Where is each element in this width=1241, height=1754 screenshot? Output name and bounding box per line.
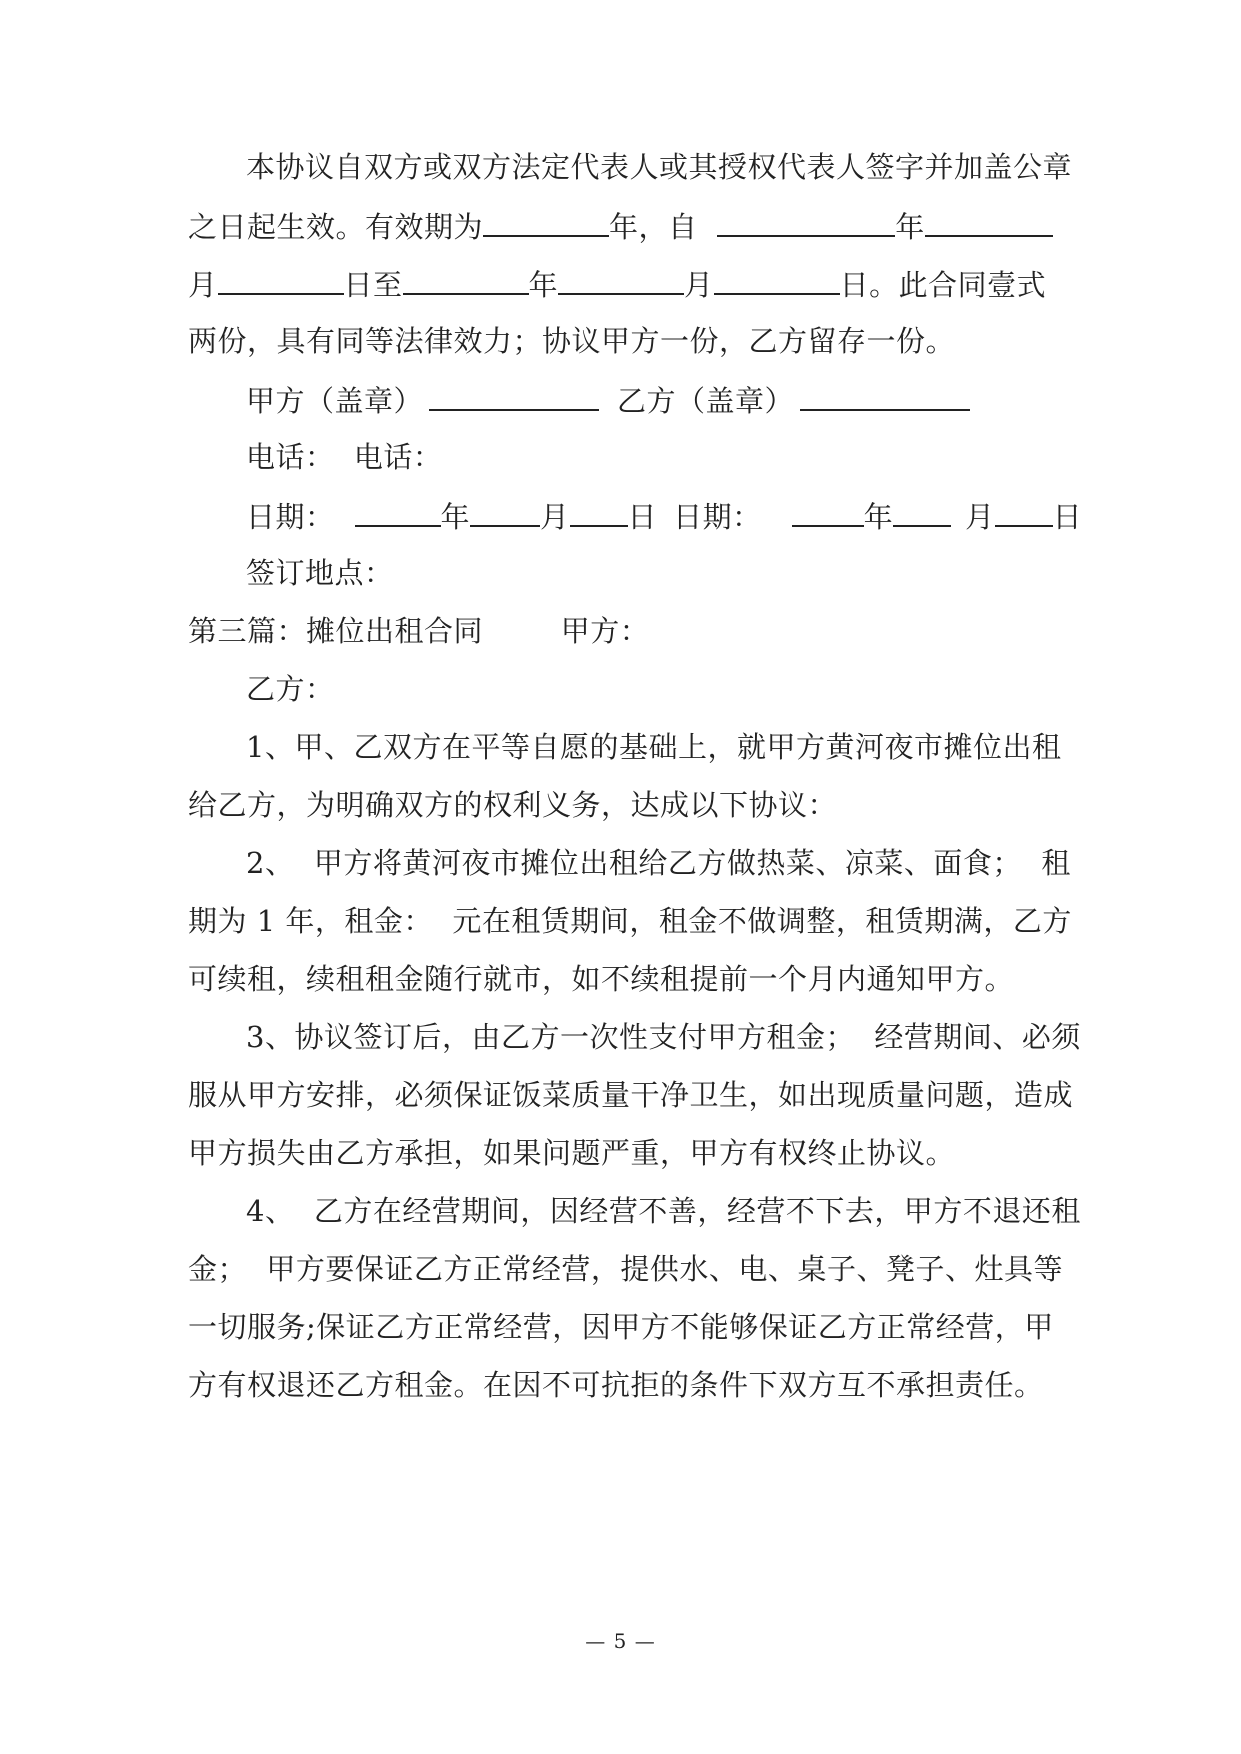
date-label: 日期： <box>246 500 335 534</box>
text: 月 <box>965 500 995 534</box>
text: 之日起生效。有效期为 <box>188 210 484 244</box>
blank-field <box>470 495 540 527</box>
text: 日 <box>627 500 658 534</box>
blank-field <box>558 263 684 295</box>
blank-field <box>995 495 1053 527</box>
blank-field <box>792 495 864 527</box>
text: 月 <box>684 268 714 302</box>
signing-place: 签订地点： <box>246 556 394 590</box>
text: 月 <box>188 268 218 302</box>
text: 日至 <box>343 268 403 302</box>
clause-4-line: 方有权退还乙方租金。在因不可抗拒的条件下双方互不承担责任。 <box>188 1368 1044 1402</box>
blank-field <box>925 205 1053 237</box>
clause-1-line: 给乙方，为明确双方的权利义务，达成以下协议： <box>188 788 838 822</box>
clause-4-line: 一切服务;保证乙方正常经营，因甲方不能够保证乙方正常经营，甲 <box>188 1310 1054 1344</box>
blank-field <box>714 263 840 295</box>
party-a-seal-label: 甲方（盖章） <box>246 384 424 418</box>
blank-field <box>218 263 344 295</box>
clause-3-line: 3、协议签订后，由乙方一次性支付甲方租金； 经营期间、必须 <box>246 1020 1081 1054</box>
paragraph-line: 本协议自双方或双方法定代表人或其授权代表人签字并加盖公章 <box>246 150 1073 184</box>
text: 年，自 <box>609 210 698 244</box>
blank-field <box>429 379 599 411</box>
text: 年 <box>528 268 559 302</box>
seal-line <box>246 379 970 421</box>
clause-1-line: 1、甲、乙双方在平等自愿的基础上，就甲方黄河夜市摊位出租 <box>246 730 1062 764</box>
text: 日 <box>1052 500 1083 534</box>
blank-field <box>800 379 970 411</box>
clause-4-line: 金； 甲方要保证乙方正常经营，提供水、电、桌子、凳子、灶具等 <box>188 1252 1063 1286</box>
text: 月 <box>540 500 570 534</box>
text: 日。此合同壹式 <box>839 268 1047 302</box>
blank-field <box>717 205 895 237</box>
blank-field <box>893 495 951 527</box>
clause-2-line: 2、 甲方将黄河夜市摊位出租给乙方做热菜、凉菜、面食； 租 <box>246 846 1071 880</box>
clause-4-line: 4、 乙方在经营期间，因经营不善，经营不下去，甲方不退还租 <box>246 1194 1081 1228</box>
date-line <box>246 495 1082 537</box>
party-b-seal-label: 乙方（盖章） <box>617 384 795 418</box>
chapter-heading: 第三篇：摊位出租合同 甲方： <box>188 614 650 648</box>
page-number: — 5 — <box>585 1629 656 1653</box>
paragraph-line: 两份，具有同等法律效力；协议甲方一份，乙方留存一份。 <box>188 324 956 358</box>
blank-field <box>483 205 609 237</box>
paragraph-line <box>188 205 1053 247</box>
blank-field <box>355 495 441 527</box>
text: 年 <box>863 500 894 534</box>
clause-2-line: 可续租，续租租金随行就市，如不续租提前一个月内通知甲方。 <box>188 962 1015 996</box>
clause-3-line: 甲方损失由乙方承担，如果问题严重，甲方有权终止协议。 <box>188 1136 956 1170</box>
date-label: 日期： <box>673 500 762 534</box>
blank-field <box>570 495 628 527</box>
party-b-label: 乙方： <box>246 672 335 706</box>
paragraph-line <box>188 263 1046 305</box>
blank-field <box>403 263 529 295</box>
clause-3-line: 服从甲方安排，必须保证饭菜质量干净卫生，如出现质量问题，造成 <box>188 1078 1074 1112</box>
text: 年 <box>440 500 471 534</box>
phone-line: 电话： 电话： <box>246 440 443 474</box>
text: 年 <box>895 210 925 244</box>
clause-2-line: 期为 1 年，租金： 元在租赁期间，租金不做调整，租赁期满，乙方 <box>188 904 1072 938</box>
